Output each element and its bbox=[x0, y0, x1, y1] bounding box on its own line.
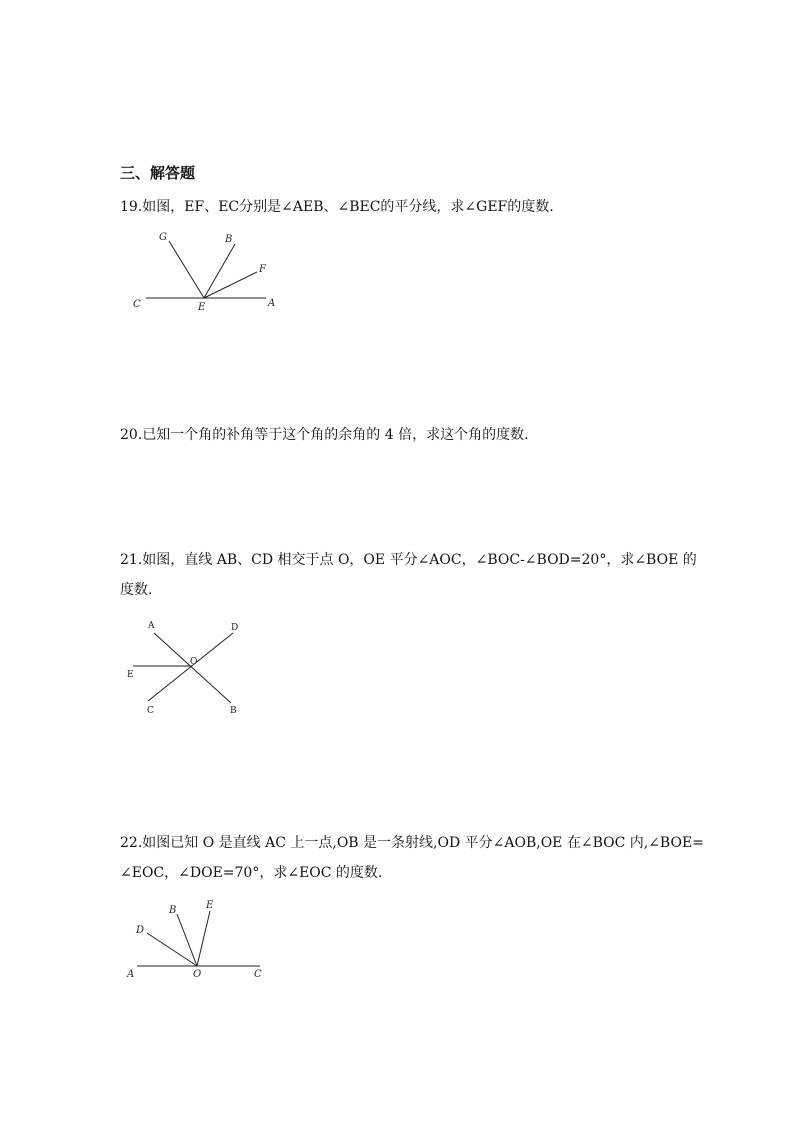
label-d: D bbox=[231, 623, 239, 633]
question-20-text: 20.已知一个角的补角等于这个角的余角的 4 倍，求这个角的度数. bbox=[120, 427, 529, 443]
ray-oe bbox=[197, 911, 210, 966]
ray-od bbox=[147, 933, 197, 966]
label-b: B bbox=[225, 234, 233, 245]
section-title: 三、解答题 bbox=[120, 164, 196, 182]
ray-ob bbox=[177, 914, 197, 966]
label-o: O bbox=[190, 657, 198, 667]
label-g: G bbox=[159, 232, 167, 243]
label-b: B bbox=[169, 905, 177, 916]
label-a: A bbox=[148, 621, 155, 631]
label-c: C bbox=[133, 299, 141, 310]
label-e: E bbox=[198, 302, 206, 313]
question-19-text: 19.如图，EF、EC分别是∠AEB、∠BEC的平分线，求∠GEF的度数. bbox=[120, 199, 554, 215]
label-c: C bbox=[147, 706, 154, 716]
question-21-text-line2: 度数. bbox=[120, 582, 153, 598]
label-a: A bbox=[127, 969, 135, 980]
label-c: C bbox=[254, 969, 262, 980]
label-a: A bbox=[268, 298, 276, 309]
label-b: B bbox=[230, 706, 237, 716]
question-22-text-line2: ∠EOC，∠DOE=70°，求∠EOC 的度数. bbox=[120, 865, 383, 881]
question-22-text-line1: 22.如图已知 O 是直线 AC 上一点,OB 是一条射线,OD 平分∠AOB,OE 在∠BOC 内,∠BOE= bbox=[120, 835, 704, 851]
question-21-text-line1: 21.如图，直线 AB、CD 相交于点 O，OE 平分∠AOC，∠BOC-∠BOD=20°，求∠BOE 的 bbox=[120, 552, 697, 568]
label-e: E bbox=[127, 670, 134, 680]
label-e: E bbox=[206, 900, 214, 911]
label-o: O bbox=[193, 969, 202, 980]
label-d: D bbox=[136, 925, 145, 936]
label-f: F bbox=[259, 264, 266, 275]
